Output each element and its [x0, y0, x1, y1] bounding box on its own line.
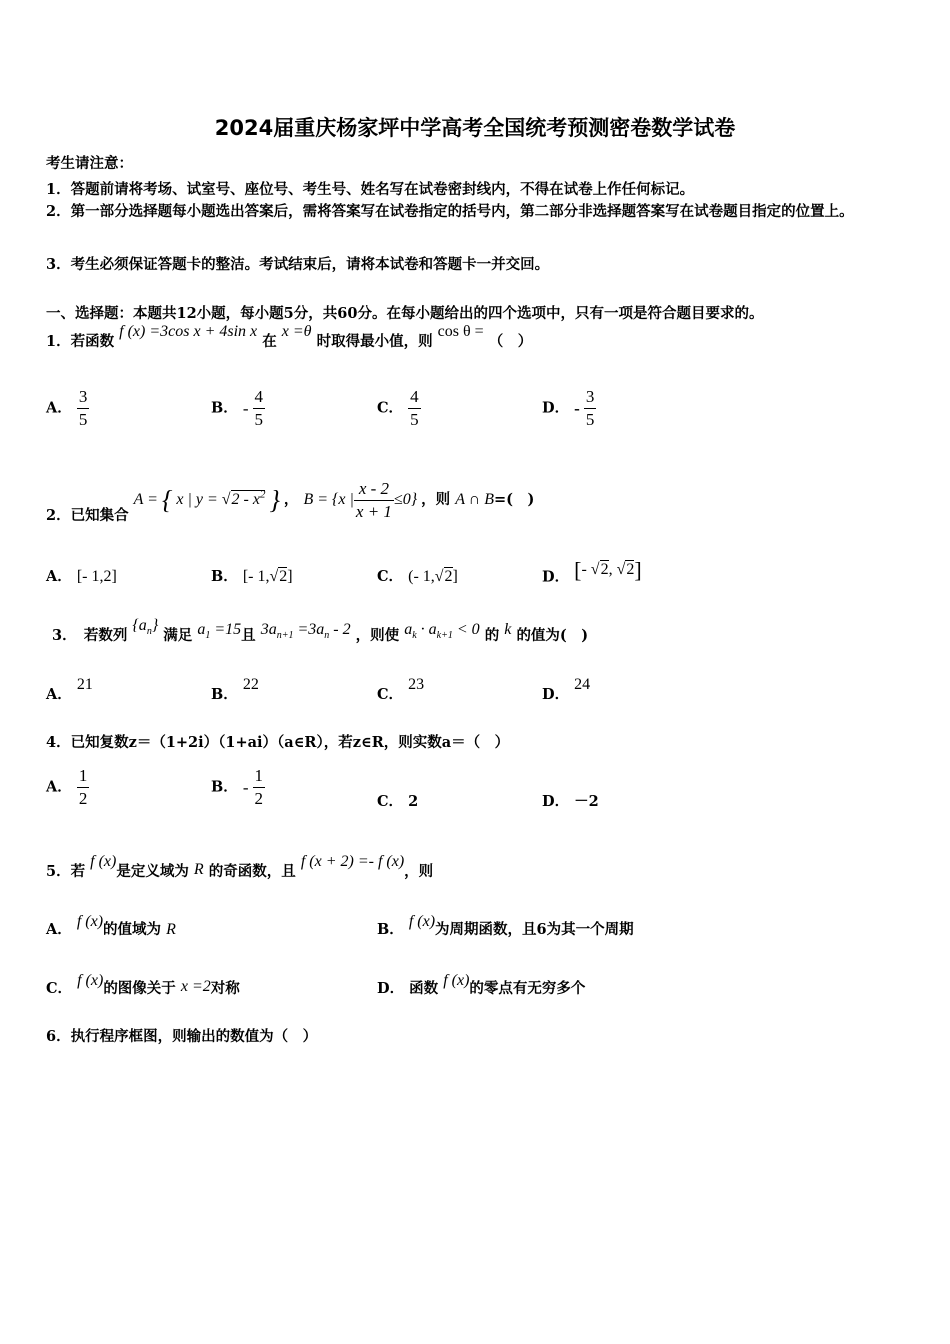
- q1-cond: x =θ: [281, 323, 312, 340]
- q4-option-d[interactable]: [542, 790, 599, 811]
- q1-num: 1．若函数: [46, 333, 115, 350]
- question-3: [52, 617, 589, 644]
- q4-option-c[interactable]: [377, 790, 418, 811]
- q5-num: 5．若: [46, 863, 86, 880]
- option-text: 为周期函数，且6为其一个周期: [435, 921, 634, 938]
- q5-option-c[interactable]: [46, 972, 240, 998]
- option-label: C．: [377, 568, 404, 585]
- q1-end: （ ）: [488, 333, 533, 350]
- section-heading: 一、选择题：本题共12小题，每小题5分，共60分。在每小题给出的四个选项中，只有一项是符合题目要求的。: [46, 305, 764, 322]
- q5-option-b[interactable]: [377, 913, 634, 939]
- option-label: D．: [542, 793, 570, 810]
- question-1: [46, 323, 533, 351]
- option-label: C．: [377, 399, 404, 417]
- option-label: A．: [46, 686, 72, 703]
- q2-option-a-text: [- 1,2]: [76, 568, 117, 585]
- option-label: D．: [542, 568, 570, 586]
- q5-cond: f (x + 2) =- f (x): [300, 853, 405, 870]
- q3-option-d[interactable]: [542, 676, 591, 704]
- q2-option-c[interactable]: [377, 565, 458, 586]
- q1-func: f (x) =3cos x + 4sin x: [119, 323, 258, 340]
- q4-option-a[interactable]: [46, 765, 89, 810]
- fraction: $\frac{3}{5}$: [78, 387, 88, 429]
- q3-t3: ，则使: [355, 627, 400, 644]
- notice-item-2: 2．第一部分选择题每小题选出答案后，需将答案写在试卷指定的括号内，第二部分非选择题答案写在试卷题目指定的位置上。: [46, 203, 854, 220]
- option-label: B．: [211, 399, 238, 417]
- fraction: $\frac{4}{5}$: [254, 387, 263, 429]
- option-label: A．: [46, 568, 72, 585]
- q1-mid2: 时取得最小值，则: [316, 333, 433, 350]
- question-4: 4．已知复数z＝（1+2i）（1+ai）（a∈R），若z∈R，则实数a＝（ ）: [46, 734, 510, 751]
- fx: f (x): [76, 913, 104, 930]
- fraction: $\frac{1}{2}$: [78, 766, 88, 808]
- q3-t4: 的: [484, 627, 500, 644]
- notice-item-1: 1．答题前请将考场、试室号、座位号、考生号、姓名写在试卷密封线内，不得在试卷上作任何标记。: [46, 181, 695, 198]
- q2-set-b: B = {x | $\frac{x - 2}{x + 1}$ ≤0}: [303, 479, 422, 521]
- q5-R: R: [193, 861, 204, 878]
- option-label: B．: [211, 686, 238, 703]
- q3-seq: $\{a_n\}$: [132, 617, 159, 638]
- notice-heading: 考生请注意：: [46, 155, 133, 172]
- option-label: B．: [211, 778, 238, 796]
- q3-t2: 且: [241, 627, 256, 644]
- option-label: A．: [46, 399, 72, 417]
- fraction: $\frac{1}{2}$: [254, 766, 263, 808]
- q2-option-a[interactable]: [46, 565, 117, 586]
- option-eq: x =2: [180, 978, 211, 995]
- option-label: A．: [46, 778, 72, 796]
- question-5: [46, 853, 434, 881]
- option-text: 的值域为: [103, 921, 162, 938]
- minus-sign: -: [574, 398, 580, 418]
- minus-sign: -: [242, 777, 249, 797]
- option-label: C．: [46, 980, 73, 997]
- q2-num: 2．已知集合: [46, 507, 129, 525]
- option-pre: 函数: [409, 980, 439, 997]
- q2-comma: ，: [283, 491, 299, 509]
- q5-t2: 的奇函数，且: [208, 863, 296, 880]
- option-label: C．: [377, 686, 404, 703]
- option-label: A．: [46, 921, 72, 938]
- option-label: B．: [211, 568, 238, 585]
- q3-option-b[interactable]: [211, 676, 259, 704]
- q2-then: ，则: [421, 491, 451, 509]
- q2-inter: A ∩ B: [455, 491, 494, 509]
- q3-num: 3． 若数列: [52, 627, 128, 644]
- option-text: 的零点有无穷多个: [469, 980, 586, 997]
- q2-option-d[interactable]: [542, 557, 642, 591]
- q1-option-a[interactable]: [46, 386, 89, 431]
- option-value: 2: [408, 793, 419, 810]
- option-label: C．: [377, 793, 404, 810]
- option-value: 21: [76, 676, 93, 693]
- q3-t5: 的值为( ): [516, 627, 589, 644]
- q3-c3: $a_k \cdot a_{k+1} < 0$: [404, 621, 480, 642]
- q1-mid1: 在: [262, 333, 277, 350]
- option-value: 24: [574, 676, 591, 693]
- option-label: D．: [542, 686, 570, 703]
- q3-c2: $3a_{n+1} =3a_n - 2$: [260, 621, 351, 642]
- option-text: 的图像关于: [103, 980, 176, 997]
- q1-option-d[interactable]: [542, 386, 596, 431]
- q5-t3: ，则: [404, 863, 434, 880]
- q1-option-c[interactable]: [377, 386, 421, 431]
- option-value: －2: [574, 793, 599, 810]
- minus-sign: -: [242, 398, 249, 418]
- fx: f (x): [443, 972, 470, 989]
- q3-option-a[interactable]: [46, 676, 93, 704]
- q2-option-d-text: [- √2, √2]: [574, 557, 642, 582]
- q3-option-c[interactable]: [377, 676, 425, 704]
- q1-option-b[interactable]: [211, 386, 265, 431]
- q2-option-b-text: [- 1,√2]: [242, 568, 293, 585]
- option-end: 对称: [210, 980, 240, 997]
- q5-t1: 是定义域为: [116, 863, 189, 880]
- fx: f (x): [408, 913, 436, 930]
- q2-set-a: A = { x | $y = √2 - x^2$ }: [133, 485, 280, 515]
- question-6: 6．执行程序框图，则输出的数值为（ ）: [46, 1028, 318, 1045]
- question-2: [46, 478, 534, 523]
- fraction: $\frac{4}{5}$: [410, 387, 419, 429]
- fraction: $\frac{3}{5}$: [585, 387, 595, 429]
- option-label: D．: [542, 399, 570, 417]
- q2-end: =( ): [494, 491, 535, 509]
- option-label: D．: [377, 980, 405, 997]
- option-label: B．: [377, 921, 404, 938]
- option-R: R: [166, 921, 176, 938]
- q5-option-a[interactable]: [46, 913, 176, 939]
- option-value: 23: [408, 676, 425, 693]
- q3-c1: $a_1 =15$: [197, 621, 242, 642]
- q5-fx: f (x): [90, 853, 117, 870]
- fx: f (x): [77, 972, 104, 989]
- notice-item-3: 3．考生必须保证答题卡的整洁。考试结束后，请将本试卷和答题卡一并交回。: [46, 256, 550, 273]
- q4-option-b[interactable]: [211, 765, 265, 810]
- page-title: 2024届重庆杨家坪中学高考全国统考预测密卷数学试卷: [214, 116, 736, 140]
- q3-k: k: [504, 621, 512, 638]
- q3-t1: 满足: [163, 627, 193, 644]
- q2-option-c-text: (- 1,√2]: [408, 568, 458, 585]
- q1-expr: cos θ =: [437, 323, 484, 340]
- q5-option-d[interactable]: [377, 972, 586, 998]
- q2-option-b[interactable]: [211, 565, 293, 586]
- option-value: 22: [242, 676, 259, 693]
